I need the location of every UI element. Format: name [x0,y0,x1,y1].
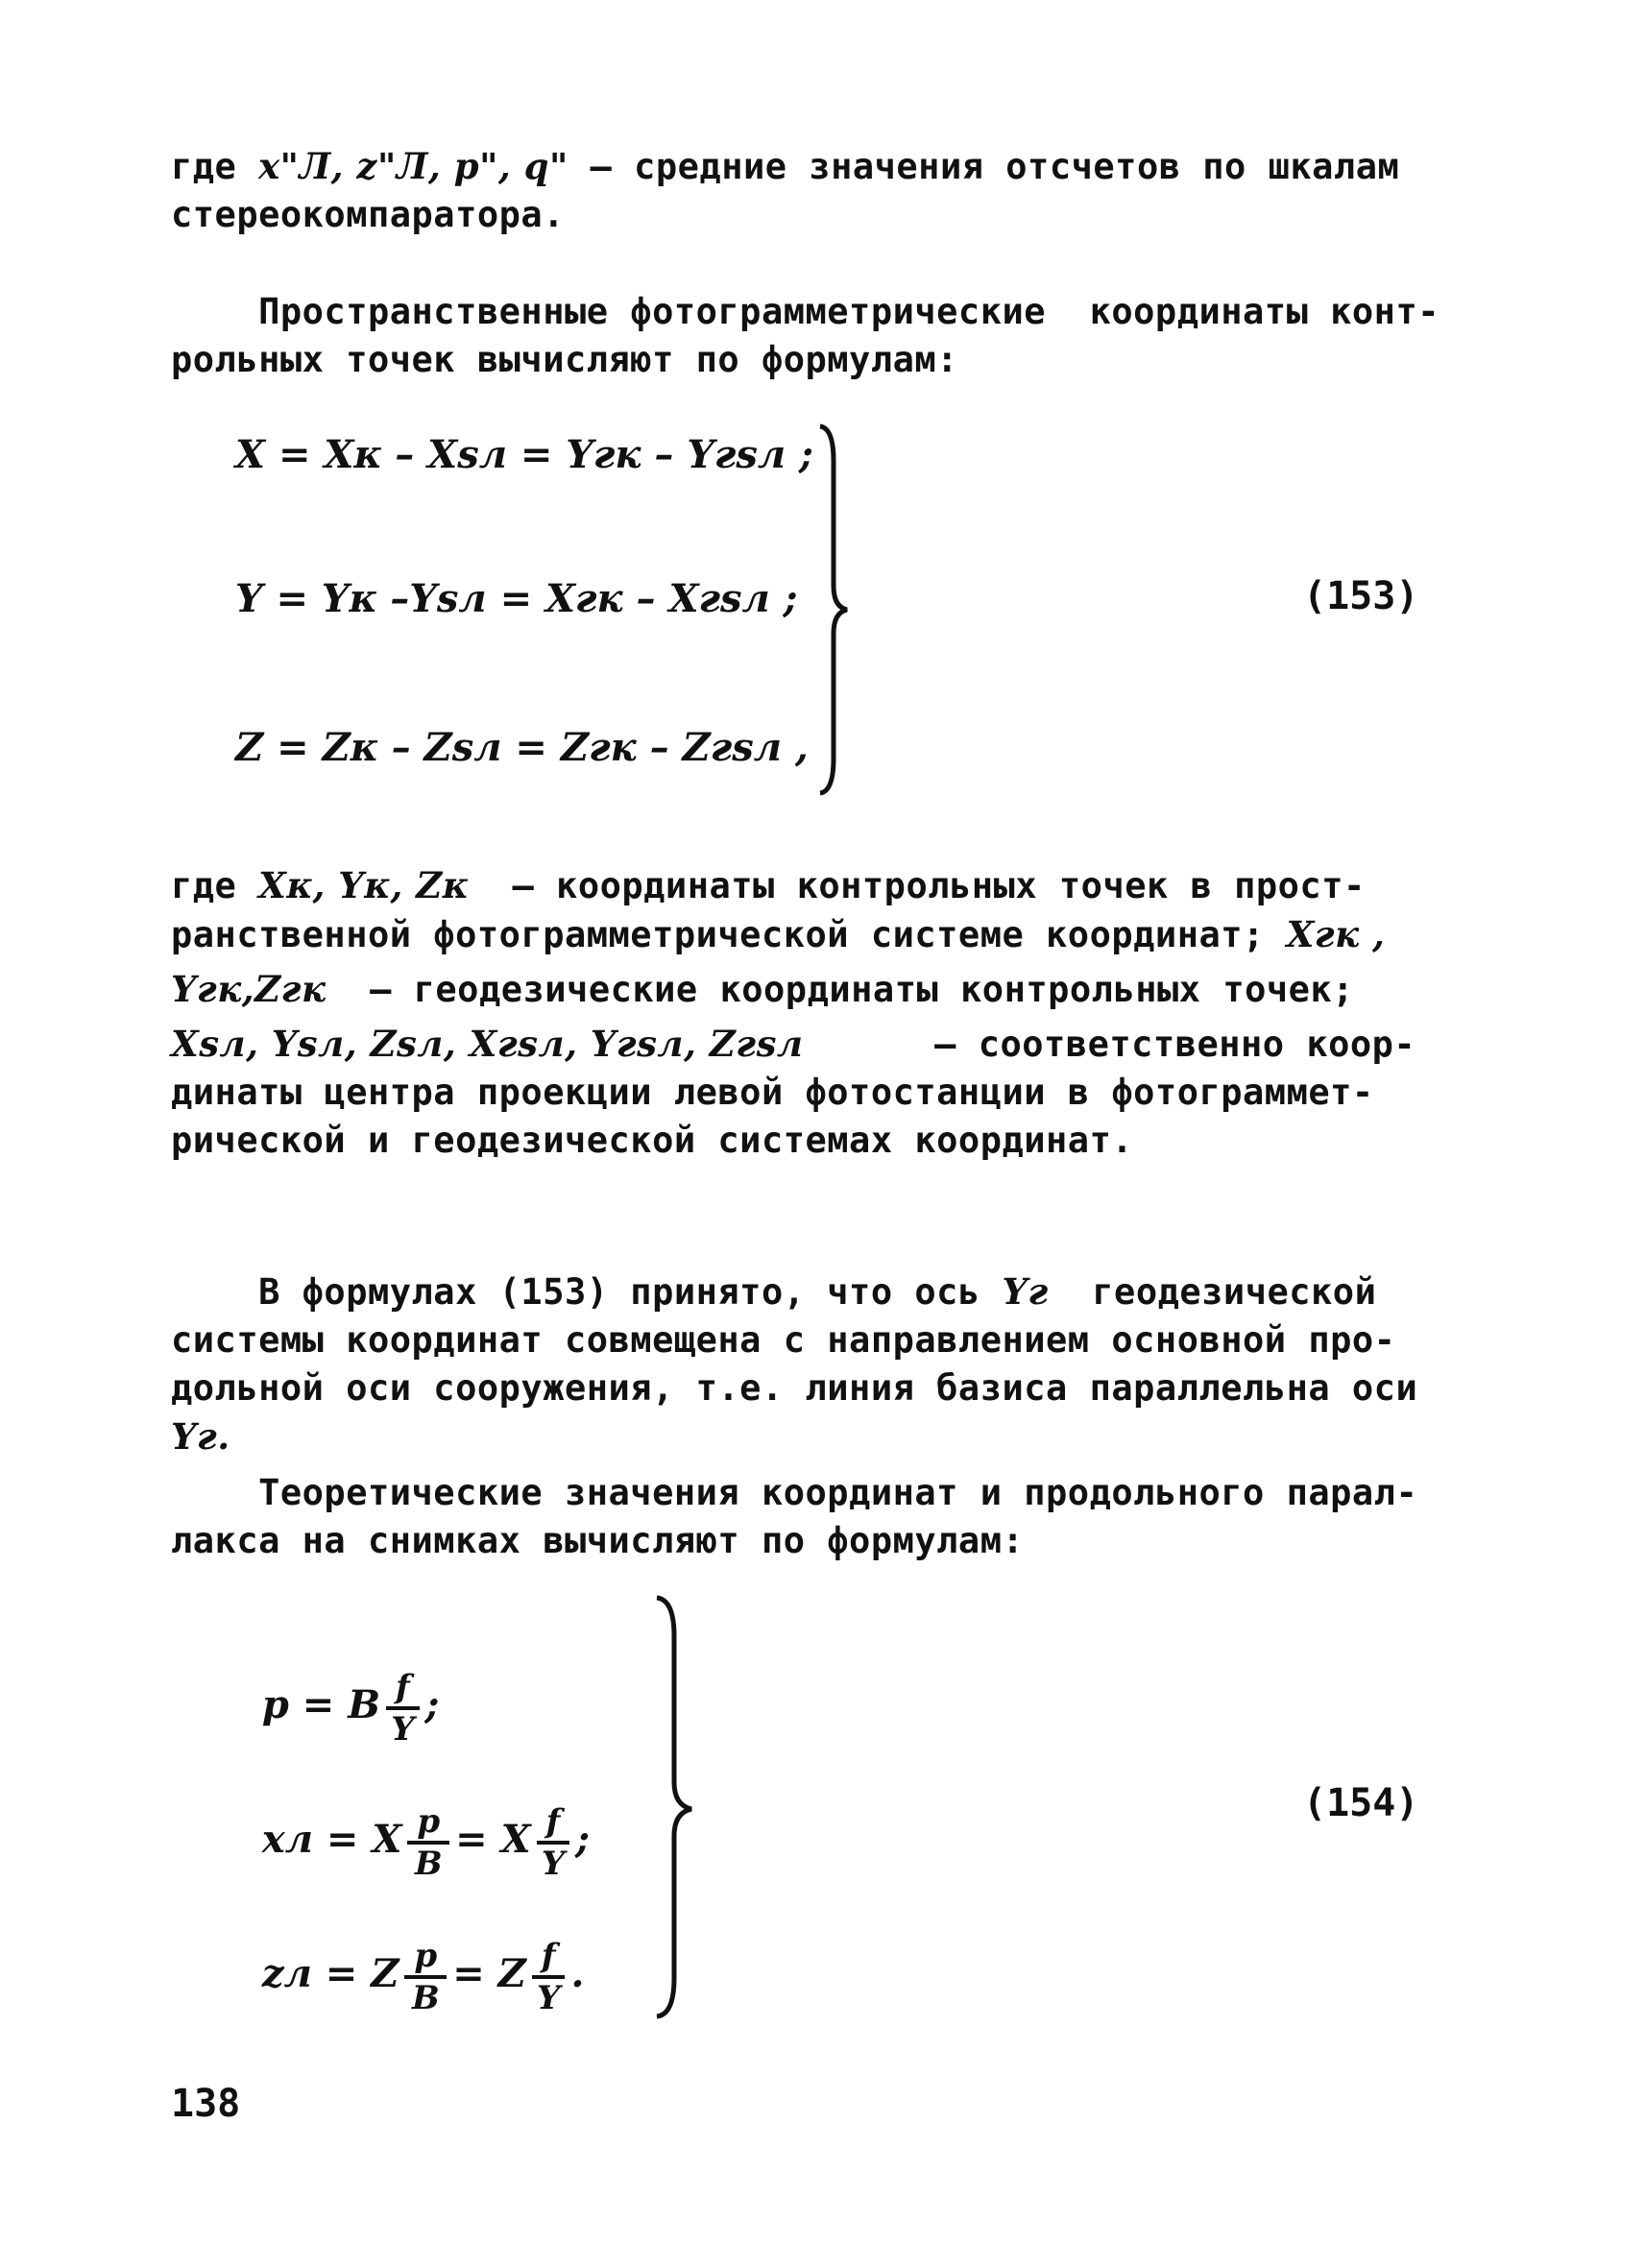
p4-line-1 [171,1267,1463,1316]
paragraph-3 [171,861,1463,1165]
p3-text-2: ранственной фотограмметрической системе координат; [171,914,1287,955]
eq153-row-1: X = Xᴋ – Xsл = Yгк – Yгsл ; [235,432,813,477]
eq154-number: (154) [1303,1781,1419,1825]
eq154-r2-den1: B [414,1845,443,1883]
eq154-r2-fraction-1 [407,1802,449,1883]
p3-text-4: – соответственно коор- [803,1024,1416,1065]
eq154-r2-num1: p [407,1802,449,1845]
p3-line-1 [171,861,1463,910]
p3-line-3 [171,965,1463,1014]
p3-prefix: где [171,865,259,906]
p2-line-1: Пространственные фотограмметрические координаты конт- [171,291,1440,332]
eq153-row-3: Z = Zᴋ – Zsл = Zгк – Zгsл , [235,725,809,770]
eq154-r3-fraction-1 [404,1937,447,2017]
p1-text: – средние значения отсчетов по шкалам [568,146,1400,187]
page-number: 138 [171,2082,241,2126]
eq154-right-brace [653,1594,701,2021]
eq154-r3-fraction-2 [532,1937,566,2017]
p4-line-4 [171,1412,1463,1461]
eq154-r3-end: . [570,1951,585,1996]
eq154-row-1 [235,1623,439,1749]
p3-vars-k: Xᴋ, Yᴋ, Zᴋ [258,864,469,906]
eq153-right-brace [816,422,855,797]
p4-text-1: В формулах (153) принято, что ось [171,1271,1003,1313]
p5-line-1: Теоретические значения координат и продольного парал- [171,1472,1418,1513]
p1-line-2: стереокомпаратора. [171,194,565,235]
p4-line-3: дольной оси сооружения, т.е. линия базиса параллельна оси [171,1367,1418,1409]
eq154-r1-den: Y [391,1710,415,1749]
p4-var-yg: Yг [1002,1270,1049,1313]
p2-line-2: рольных точек вычисляют по формулам: [171,339,958,380]
p1-prefix: где [171,146,237,187]
p3-vars-gk: Yгк,Zгк [171,968,327,1010]
eq154-r3-num2: f [532,1937,566,1979]
p3-vars-sl: Xsл, Ysл, Zsл, Xгsл, Yгsл, Zгsл [171,1023,804,1065]
eq154-r2-den2: Y [541,1845,566,1883]
p1-line-1 [171,142,1463,191]
eq154-r3-den1: B [411,1979,440,2017]
p4-var-yg-end: Yг. [171,1415,230,1458]
p4-line-2: системы координат совмещена с направлением основной про- [171,1319,1396,1361]
p3-line-6: рической и геодезической системах координат. [171,1120,1134,1161]
eq154-r1-fraction [386,1668,420,1749]
eq154-r2-mid: = X [455,1817,531,1862]
p3-text-3: – геодезические координаты контрольных точек; [326,969,1354,1010]
eq154-r3-num1: p [404,1937,447,1979]
paragraph-1 [171,142,1463,239]
eq154-r2-num2: f [537,1802,570,1845]
eq154-r3-mid: = Z [452,1951,526,1996]
eq154-r3-den2: Y [537,1979,561,2017]
p3-line-2 [171,910,1463,959]
p3-text-1: – координаты контрольных точек в прост- [468,865,1366,906]
eq154-row-2 [235,1757,590,1883]
p5-line-2: лакса на снимках вычисляют по формулам: [171,1520,1025,1561]
paragraph-5 [171,1469,1463,1565]
eq154-r2-end: ; [575,1817,591,1862]
eq154-r3-lhs: zл = Z [261,1951,399,1996]
p3-line-5: динаты центра проекции левой фотостанции в фотограммет- [171,1072,1374,1113]
eq154-r2-lhs: xл = X [261,1817,402,1862]
eq154-row-3 [235,1892,584,2017]
paragraph-4 [171,1267,1463,1461]
p4-text-1b: геодезической [1048,1271,1377,1313]
eq154-r1-lhs: p = B [261,1682,381,1727]
p3-var-xgk: Xгк , [1286,913,1386,955]
paragraph-2 [171,288,1463,384]
eq154-r2-fraction-2 [537,1802,570,1883]
eq153-number: (153) [1303,574,1419,618]
p3-line-4 [171,1020,1463,1069]
eq154-r1-end: ; [424,1682,440,1727]
eq154-r1-num: f [386,1668,420,1710]
p1-variables: x"Л, z"Л, p", q" [258,145,568,187]
eq153-row-2: Y = Yᴋ –Ysл = Xгк – Xгsл ; [235,576,798,621]
